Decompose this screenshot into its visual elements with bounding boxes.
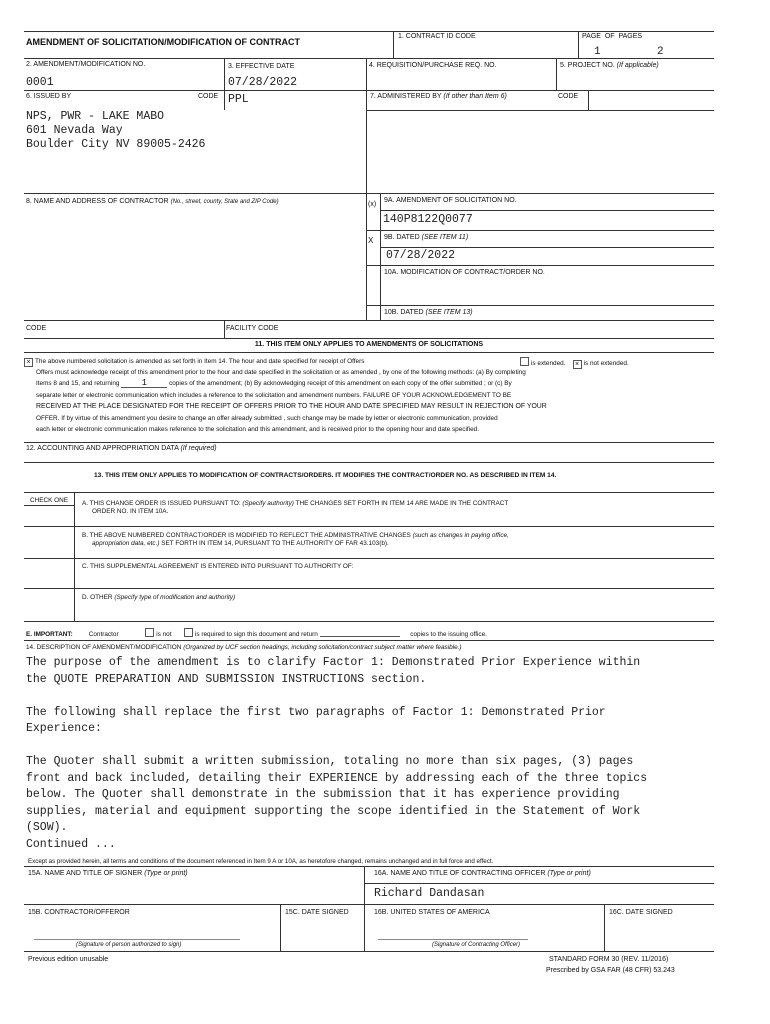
is-extended-checkbox[interactable] [520, 357, 529, 366]
rule [380, 247, 714, 248]
rule [24, 193, 714, 194]
rule [364, 866, 365, 951]
signature-person-caption: (Signature of person authorized to sign) [76, 942, 182, 948]
item13-heading: 13. THIS ITEM ONLY APPLIES TO MODIFICATION OF CONTRACTS/ORDERS. IT MODIFIES THE CONTRACT/ORDER NO. AS DESCRIBED IN ITEM 14. [94, 472, 557, 479]
option-a: A. THIS CHANGE ORDER IS ISSUED PURSUANT TO: (Specify authority) THE CHANGES SET FORTH IN ITEM 14 ARE MADE IN THE CONTRACT [82, 500, 509, 507]
item11-line: Items 8 and 15, and returning 1 copies of the amendment; (b) By acknowledging receipt of this amendment on each copy of the offer submitted ; or (c) By [36, 378, 512, 388]
rule [380, 193, 381, 320]
issuer-address-line: Boulder City NV 89005-2426 [26, 138, 206, 151]
amend-sol-value: 140P8122Q0077 [383, 213, 473, 226]
administered-code-label: CODE [558, 93, 579, 100]
rule [24, 526, 714, 527]
description-line: The purpose of the amendment is to clarify Factor 1: Demonstrated Prior Experience within [26, 656, 641, 669]
contractor-code-label: CODE [26, 325, 47, 332]
officer-label: 16A. NAME AND TITLE OF CONTRACTING OFFICER (Type or print) [374, 870, 591, 877]
description-line: below. The Quoter shall demonstrate in the submission that it has experience providing [26, 788, 620, 801]
project-no-label: 5. PROJECT NO. (If applicable) [560, 62, 659, 69]
rule [24, 558, 714, 559]
effective-date-label: 3. EFFECTIVE DATE [228, 63, 295, 70]
rule [380, 210, 714, 211]
item11-line: separate letter or electronic communication which includes a reference to the solicitation and amendment numbers. FAILURE OF YOUR ACKNOWLEDGEMENT TO BE [36, 392, 512, 399]
item11-line: OFFER. If by virtue of this amendment you desire to change an offer already submitted , such change may be made by letter or electronic communication, provided [36, 415, 498, 422]
option-d: D. OTHER (Specify type of modification and authority) [82, 594, 236, 601]
description-line: the QUOTE PREPARATION AND SUBMISSION INSTRUCTIONS section. [26, 672, 427, 686]
issued-code-value: PPL [228, 93, 249, 106]
option-c: C. THIS SUPPLEMENTAL AGREEMENT IS ENTERED INTO PURSUANT TO AUTHORITY OF: [82, 563, 354, 570]
rule [366, 58, 714, 59]
rule [366, 58, 367, 320]
dated-10b-label: 10B. DATED (SEE ITEM 13) [384, 309, 473, 316]
option-b: B. THE ABOVE NUMBERED CONTRACT/ORDER IS MODIFIED TO REFLECT THE ADMINISTRATIVE CHANGES (such as changes in paying office, [82, 532, 509, 539]
rule [224, 90, 225, 110]
amend-sol-label: 9A. AMENDMENT OF SOLICITATION NO. [384, 197, 517, 204]
is-not-checkbox[interactable] [145, 628, 154, 637]
is-not-extended-checkbox[interactable]: × [573, 360, 582, 369]
rule [556, 58, 557, 90]
description-body [26, 655, 647, 853]
option-b-cont: appropriation data, etc.) SET FORTH IN ITEM 14, PURSUANT TO THE AUTHORITY OF FAR 43.103(b). [92, 540, 389, 547]
description-line: The following shall replace the first two paragraphs of Factor 1: Demonstrated Prior [26, 705, 606, 719]
description-line: front and back included, detailing their EXPERIENCE by addressing each of the three topics [26, 771, 648, 785]
rule [24, 442, 714, 443]
item11-line: × The above numbered solicitation is amended as set forth in Item 14. The hour and date specified for receipt of Offers [24, 357, 364, 367]
requisition-label: 4. REQUISITION/PURCHASE REQ. NO. [369, 62, 497, 69]
rule [24, 320, 714, 321]
check-one-label: CHECK ONE [30, 497, 68, 504]
rule [366, 230, 714, 231]
facility-code-label: FACILITY CODE [226, 325, 279, 332]
description-line: supplies, material and equipment supporting the scope identified in the Statement of Work [26, 804, 641, 818]
prescribed-label: Prescribed by GSA FAR (48 CFR) 53.243 [546, 967, 675, 974]
description-line: Continued ... [26, 837, 116, 851]
rule [366, 110, 714, 111]
usa-label: 16B. UNITED STATES OF AMERICA [374, 909, 490, 916]
description-line: Experience: [26, 722, 102, 735]
rule [578, 31, 579, 58]
rule [224, 58, 225, 90]
contractor-offeror-label: 15B. CONTRACTOR/OFFEROR [28, 909, 130, 916]
previous-edition-note: Previous edition unusable [28, 956, 109, 963]
contract-id-label: 1. CONTRACT ID CODE [398, 33, 476, 40]
amendment-no-label: 2. AMENDMENT/MODIFICATION NO. [26, 61, 146, 68]
contractor-label: 8. NAME AND ADDRESS OF CONTRACTOR (No., street, county, State and ZIP Code) [26, 198, 279, 205]
dated-9b-label: 9B. DATED (SEE ITEM 11) [384, 234, 469, 241]
item11-line: each letter or electronic communication makes reference to the solicitation and this amendment, and is received prior to the opening hour and date specified. [36, 426, 479, 433]
rule [74, 492, 75, 621]
item11-heading: 11. THIS ITEM ONLY APPLIES TO AMENDMENTS OF SOLICITATIONS [254, 341, 484, 348]
rule [24, 462, 714, 463]
administered-by-label: 7. ADMINISTERED BY (If other than Item 6) [370, 93, 507, 100]
description-line [26, 738, 647, 755]
rule [24, 588, 714, 589]
rule [604, 904, 605, 951]
page-label: PAGE OF PAGES [582, 33, 643, 40]
rule [24, 338, 714, 339]
signature-officer-caption: (Signature of Contracting Officer) [432, 942, 521, 948]
rule [24, 904, 714, 905]
signature-line [34, 939, 240, 940]
item11-line: RECEIVED AT THE PLACE DESIGNATED FOR THE RECEIPT OF OFFERS PRIOR TO THE HOUR AND DATE SPECIFIED MAY RESULT IN REJECTION OF YOUR [36, 403, 547, 410]
date-signed-16c-label: 16C. DATE SIGNED [609, 909, 673, 916]
x-mark: X [368, 236, 374, 246]
issued-by-label: 6. ISSUED BY [26, 93, 72, 100]
item11-line: Offers must acknowledge receipt of this amendment prior to the hour and date specified in the solicitation or as amended , by one of the following methods: (a) By completing [36, 369, 526, 376]
issuer-address-line: 601 Nevada Way [26, 124, 123, 137]
rule [24, 58, 366, 59]
rule [224, 320, 225, 338]
rule [393, 31, 394, 58]
effective-date-value: 07/28/2022 [228, 76, 298, 89]
rule [24, 621, 714, 622]
rule [24, 352, 714, 353]
extension-options: is extended. × is not extended. [520, 357, 629, 369]
form-title: AMENDMENT OF SOLICITATION/MODIFICATION OF CONTRACT [26, 37, 300, 47]
rule [24, 640, 714, 641]
rule [24, 505, 74, 506]
officer-name: Richard Dandasan [374, 887, 485, 900]
rule [24, 492, 714, 493]
issuer-address-line: NPS, PWR - LAKE MABO [26, 110, 165, 123]
signature-line [378, 939, 528, 940]
dated-9b-value: 07/28/2022 [386, 249, 456, 262]
rule [588, 90, 589, 110]
date-signed-15c-label: 15C. DATE SIGNED [285, 909, 349, 916]
description-label: 14. DESCRIPTION OF AMENDMENT/MODIFICATION (Organized by UCF section headings, including solicitation/contract subject matter where feasible.) [26, 644, 462, 651]
rule [364, 883, 714, 884]
rule [24, 90, 714, 91]
signer-label: 15A. NAME AND TITLE OF SIGNER (Type or print) [28, 870, 188, 877]
rule [366, 305, 714, 306]
option-a-cont: ORDER NO. IN ITEM 10A. [92, 508, 169, 515]
amended-checkbox[interactable]: × [24, 358, 33, 367]
terms-note: Except as provided herein, all terms and conditions of the document referenced in Item 9 A or 10A, as heretofore changed, remains unchanged and in full force and effect. [28, 858, 494, 865]
page-number: 1 [594, 46, 601, 58]
modification-no-label: 10A. MODIFICATION OF CONTRACT/ORDER NO. [384, 269, 545, 276]
important-row: E. IMPORTANT: Contractor is not is required to sign this document and return copies to the issuing office. [26, 628, 487, 640]
accounting-label: 12. ACCOUNTING AND APPROPRIATION DATA (If required) [26, 445, 217, 452]
is-required-checkbox[interactable] [184, 628, 193, 637]
description-line: The Quoter shall submit a written submission, totaling no more than six pages, (3) pages [26, 755, 634, 768]
copies-count: 1 [121, 379, 167, 388]
rule [366, 265, 714, 266]
standard-form-label: STANDARD FORM 30 (REV. 11/2016) [549, 956, 669, 963]
amendment-no-value: 0001 [26, 76, 54, 89]
x-column-label: (x) [368, 201, 377, 208]
description-line: (SOW). [26, 821, 68, 834]
issued-code-label: CODE [198, 93, 219, 100]
rule [280, 904, 281, 951]
rule [24, 951, 714, 952]
description-line [26, 688, 647, 705]
page-count: 2 [657, 46, 664, 58]
